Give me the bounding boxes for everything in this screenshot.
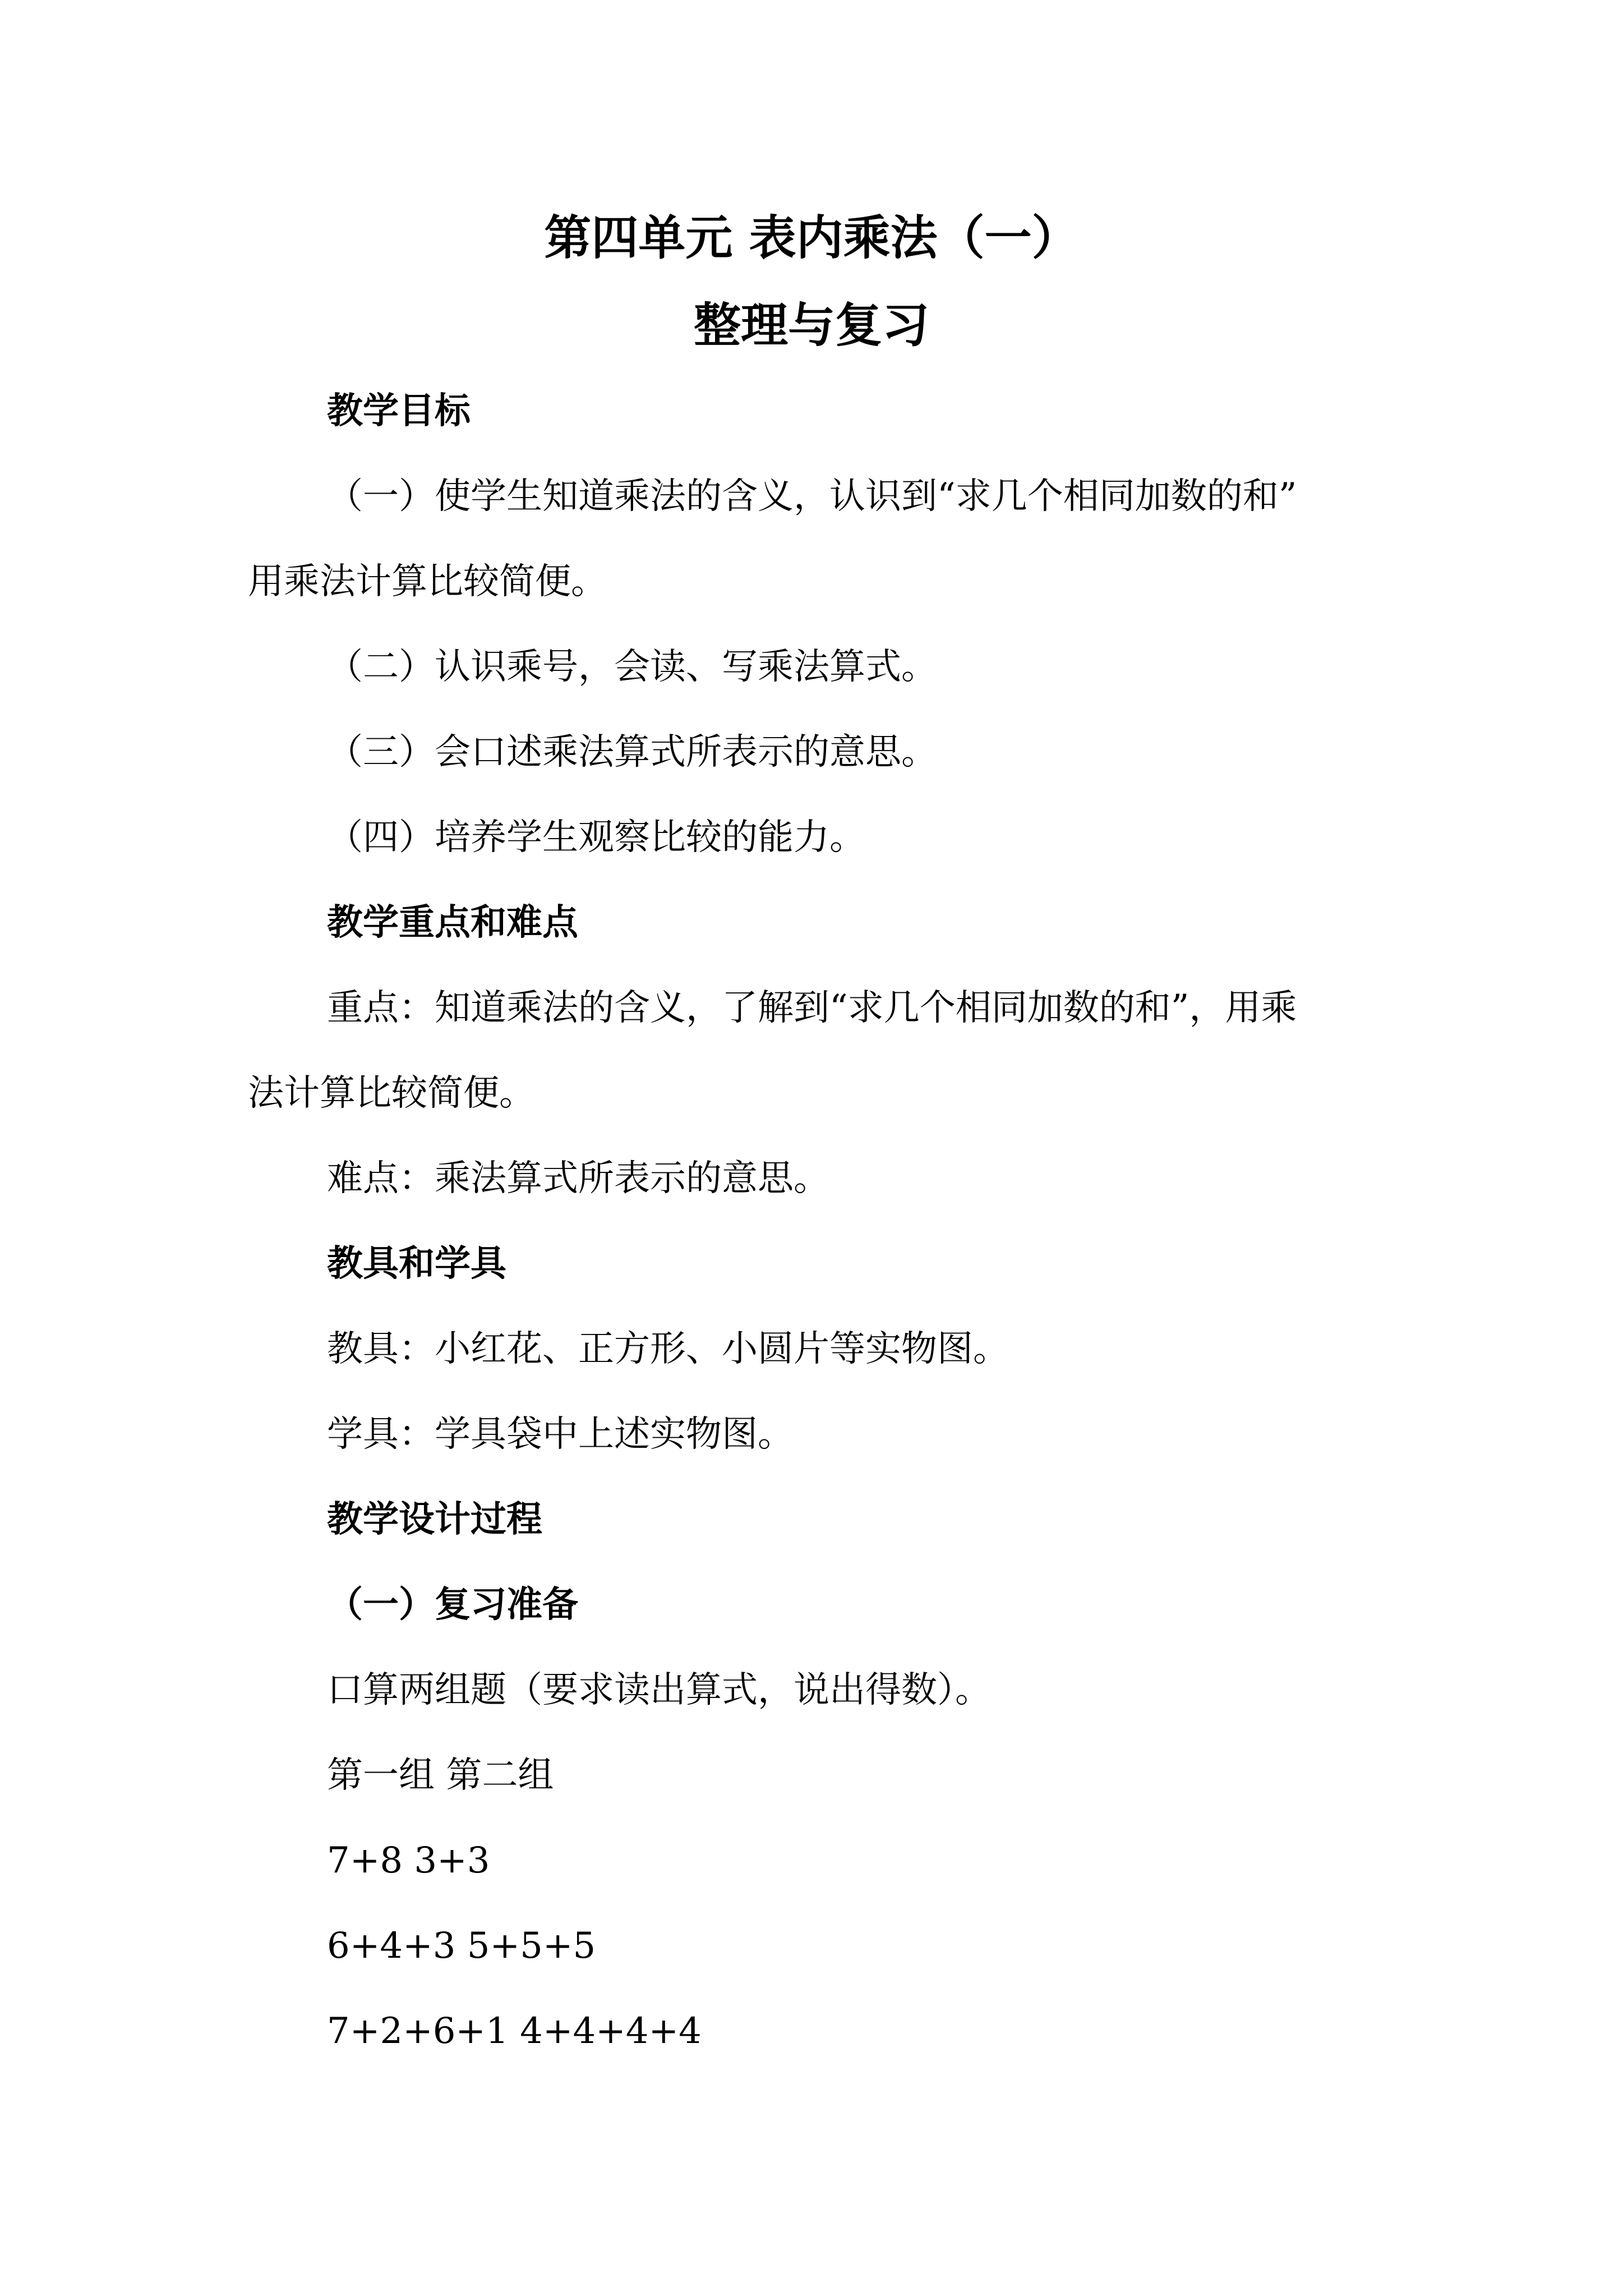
goal-item-2: （二）认识乘号，会读、写乘法算式。 [327,646,937,688]
goals-heading: 教学目标 [327,390,471,432]
step-1-instruction: 口算两组题（要求读出算式，说出得数）。 [327,1669,991,1711]
group-labels: 第一组 第二组 [327,1755,554,1796]
difficulty-point: 难点：乘法算式所表示的意思。 [327,1158,829,1199]
exercise-row-2: 6+4+3 5+5+5 [327,1925,596,1967]
exercise-row-3: 7+2+6+1 4+4+4+4 [327,2010,702,2052]
goal-item-3: （三）会口述乘法算式所表示的意思。 [327,731,937,773]
key-point-line-2: 法计算比较简便。 [248,1073,535,1114]
goal-item-4: （四）培养学生观察比较的能力。 [327,817,865,858]
document-subtitle: 整理与复习 [693,297,929,353]
exercise-row-1: 7+8 3+3 [327,1840,490,1881]
goal-item-1-line-1: （一）使学生知道乘法的含义，认识到“求几个相同加数的和” [327,476,1297,517]
process-heading: 教学设计过程 [327,1498,542,1540]
key-points-heading: 教学重点和难点 [327,901,578,944]
materials-heading: 教具和学具 [327,1243,506,1285]
teacher-materials: 教具：小红花、正方形、小圆片等实物图。 [327,1328,1009,1370]
goal-item-1-line-2: 用乘法计算比较简便。 [248,561,607,602]
student-materials: 学具：学具袋中上述实物图。 [327,1414,794,1455]
key-point-line-1: 重点：知道乘法的含义，了解到“求几个相同加数的和”，用乘 [327,987,1297,1029]
document-title: 第四单元 表内乘法（一） [544,210,1079,265]
step-1-heading: （一）复习准备 [327,1584,578,1626]
